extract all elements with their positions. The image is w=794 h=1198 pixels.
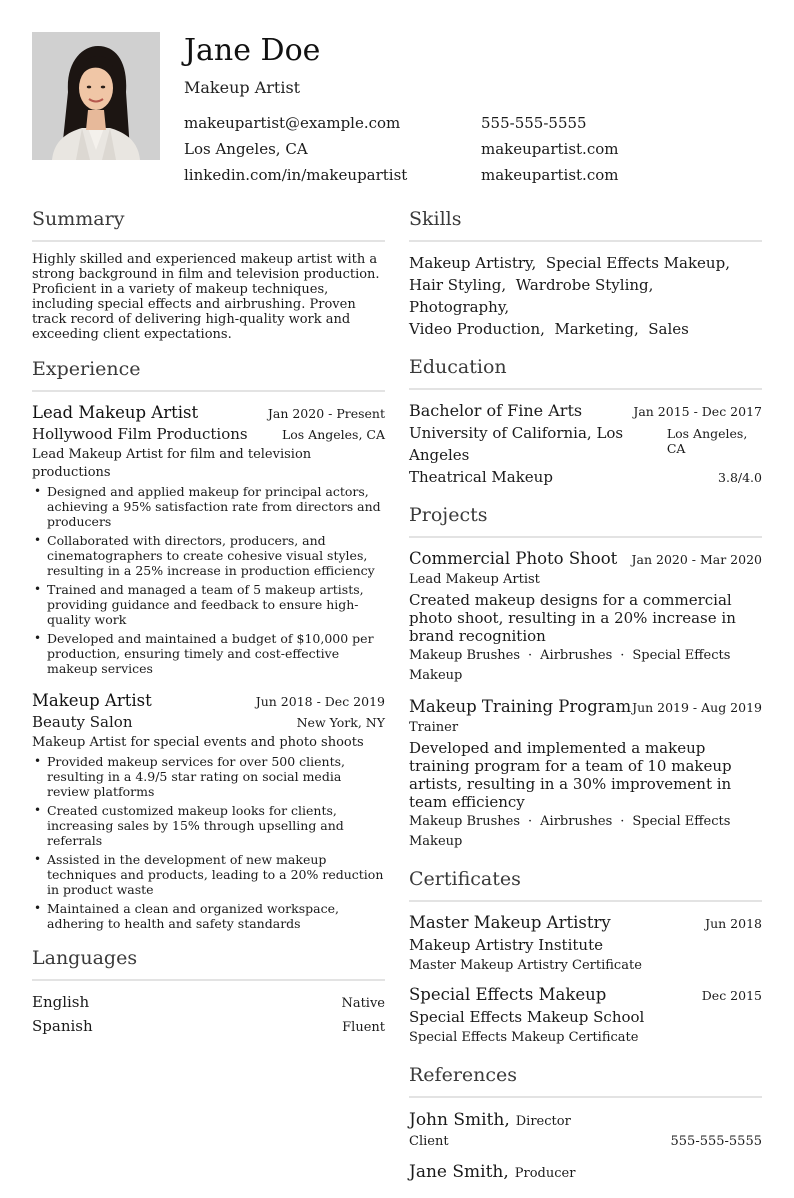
job-dates: Jun 2018 - Dec 2019	[255, 694, 385, 709]
left-column	[32, 206, 385, 1053]
project-tag: Special Effects Makeup	[409, 648, 731, 683]
references-heading: References	[409, 1062, 762, 1098]
project-title: Makeup Training Program	[409, 697, 632, 716]
job-bullet: • Collaborated with directors, producers, and cinematographers to create cohesive visual styles, resulting in a 25% increase in production efficiency	[32, 533, 385, 578]
skills-heading: Skills	[409, 206, 762, 242]
job-entry	[32, 690, 385, 931]
project-tag: Makeup Brushes	[409, 814, 521, 829]
skill-item: Wardrobe Styling	[515, 276, 649, 294]
certificate-description: Master Makeup Artistry Certificate	[409, 958, 642, 973]
reference-name: Jane Smith,	[409, 1162, 509, 1182]
certificate-title: Master Makeup Artistry	[409, 913, 611, 932]
skill-item: Hair Styling	[409, 276, 502, 294]
project-tag: Special Effects Makeup	[409, 814, 731, 849]
contact-location: Los Angeles, CA	[184, 140, 308, 158]
job-bullets	[32, 484, 385, 676]
project-description: Created makeup designs for a commercial photo shoot, resulting in a 20% increase in brand recognition	[409, 591, 736, 645]
project-title: Commercial Photo Shoot	[409, 549, 618, 568]
skill-item: Sales	[648, 320, 689, 338]
contact-website[interactable]: makeupartist.com	[481, 140, 619, 158]
job-title: Lead Makeup Artist	[32, 403, 199, 422]
certificate-entry	[409, 912, 762, 976]
certificate-entry	[409, 984, 762, 1048]
job-description: Makeup Artist for special events and photo shoots	[32, 735, 364, 750]
education-location: Los Angeles, CA	[666, 426, 748, 456]
job-dates: Jan 2020 - Present	[267, 406, 385, 421]
project-tags: Makeup Brushes · Airbrushes · Special Effects Makeup	[409, 648, 731, 683]
job-company: Beauty Salon	[32, 713, 133, 731]
job-title: Makeup Artist	[32, 691, 152, 710]
reference-role: Producer	[514, 1166, 576, 1181]
certificates-section	[409, 866, 762, 1048]
job-description: Lead Makeup Artist for film and television productions	[32, 447, 312, 480]
profile-photo	[32, 32, 160, 160]
language-item	[32, 991, 385, 1015]
job-bullet: • Provided makeup services for over 500 clients, resulting in a 4.9/5 star rating on social media review platforms	[32, 754, 385, 799]
language-name: Spanish	[32, 1017, 93, 1035]
skills-section	[409, 206, 762, 340]
job-bullet: • Maintained a clean and organized workspace, adhering to health and safety standards	[32, 901, 385, 931]
reference-relation: Client	[409, 1134, 449, 1149]
project-dates: Jan 2020 - Mar 2020	[631, 552, 762, 567]
project-tag: Airbrushes	[540, 814, 613, 829]
references-section	[409, 1062, 762, 1184]
skill-item: Video Production	[409, 320, 541, 338]
skills-list: Makeup Artistry, Special Effects Makeup, Hair Styling, Wardrobe Styling, Photography, Video Production, Marketing, Sales	[409, 254, 730, 338]
project-role: Lead Makeup Artist	[409, 572, 540, 587]
job-location: New York, NY	[296, 715, 385, 730]
language-name: English	[32, 993, 90, 1011]
education-heading: Education	[409, 354, 762, 390]
job-company: Hollywood Film Productions	[32, 425, 248, 443]
skill-item: Marketing	[554, 320, 634, 338]
job-bullet: • Created customized makeup looks for clients, increasing sales by 15% through upselling and referrals	[32, 803, 385, 848]
language-level: Fluent	[342, 1020, 385, 1035]
candidate-title: Makeup Artist	[184, 78, 301, 97]
project-tags: Makeup Brushes · Airbrushes · Special Effects Makeup	[409, 814, 731, 849]
certificates-heading: Certificates	[409, 866, 762, 902]
job-entry	[32, 402, 385, 676]
contact-email[interactable]: makeupartist@example.com	[184, 114, 401, 132]
contact-website-secondary[interactable]: makeupartist.com	[481, 166, 619, 184]
job-bullet: • Designed and applied makeup for principal actors, achieving a 95% satisfaction rate from directors and producers	[32, 484, 385, 529]
education-field: Theatrical Makeup	[409, 468, 553, 486]
education-degree: Bachelor of Fine Arts	[409, 401, 583, 420]
summary-text: Highly skilled and experienced makeup artist with a strong background in film and television production. Proficient in a variety of makeup techniques, including special effects and airbrushing. Proven track record of delivering high-quality work and exceeding client expectations.	[32, 252, 380, 342]
contact-phone[interactable]: 555-555-5555	[481, 114, 587, 132]
contact-linkedin[interactable]: linkedin.com/in/makeupartist	[184, 166, 408, 184]
projects-heading: Projects	[409, 502, 762, 538]
certificate-date: Jun 2018	[705, 916, 762, 931]
education-section	[409, 354, 762, 488]
languages-heading: Languages	[32, 945, 385, 981]
project-entry	[409, 548, 762, 686]
profile-photo-image	[32, 32, 160, 160]
project-tag: Airbrushes	[540, 648, 613, 663]
skill-item: Photography	[409, 298, 505, 316]
job-bullet: • Trained and managed a team of 5 makeup artists, providing guidance and feedback to ensure high-quality work	[32, 582, 385, 627]
skill-item: Special Effects Makeup	[545, 254, 726, 272]
job-location: Los Angeles, CA	[281, 427, 385, 442]
project-description: Developed and implemented a makeup training program for a team of 10 makeup artists, resulting in a 30% improvement in team efficiency	[409, 739, 732, 811]
reference-entry	[409, 1160, 762, 1184]
project-tag: Makeup Brushes	[409, 648, 521, 663]
project-dates: Jun 2019 - Aug 2019	[632, 700, 762, 715]
skill-item: Makeup Artistry	[409, 254, 532, 272]
project-entry	[409, 696, 762, 852]
candidate-name: Jane Doe	[184, 33, 321, 68]
education-school: University of California, Los Angeles	[409, 424, 624, 464]
reference-phone[interactable]: 555-555-5555	[670, 1134, 762, 1149]
language-item	[32, 1015, 385, 1039]
certificate-issuer: Special Effects Makeup School	[409, 1008, 645, 1026]
summary-section	[32, 206, 385, 342]
certificate-date: Dec 2015	[701, 988, 762, 1003]
education-gpa: 3.8/4.0	[718, 470, 762, 485]
job-bullet: • Assisted in the development of new makeup techniques and products, leading to a 20% reduction in product waste	[32, 852, 385, 897]
project-role: Trainer	[409, 720, 459, 735]
experience-section	[32, 356, 385, 931]
languages-section	[32, 945, 385, 1039]
reference-name: John Smith,	[409, 1110, 510, 1130]
education-dates: Jan 2015 - Dec 2017	[633, 404, 762, 419]
reference-entry	[409, 1108, 762, 1152]
projects-section	[409, 502, 762, 852]
right-column	[409, 206, 762, 1198]
summary-heading: Summary	[32, 206, 385, 242]
job-bullet: • Developed and maintained a budget of $10,000 per production, ensuring timely and cost-effective makeup services	[32, 631, 385, 676]
reference-role: Director	[515, 1114, 571, 1129]
language-level: Native	[341, 996, 385, 1011]
job-bullets	[32, 754, 385, 931]
certificate-issuer: Makeup Artistry Institute	[409, 936, 603, 954]
certificate-description: Special Effects Makeup Certificate	[409, 1030, 639, 1045]
certificate-title: Special Effects Makeup	[409, 985, 607, 1004]
experience-heading: Experience	[32, 356, 385, 392]
